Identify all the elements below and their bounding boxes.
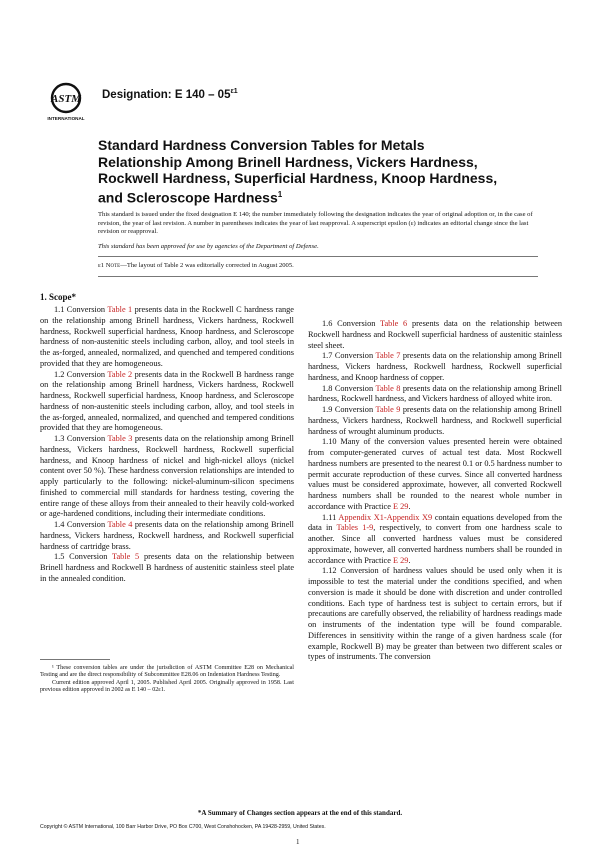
e29-link[interactable]: E 29 [393, 501, 409, 511]
paragraph-1-4: 1.4 Conversion Table 4 presents data on the relationship among Brinell hardness, Vickers hardness, Rockwell hardness, and Rockwell superficial hardness of cartridge brass. [40, 520, 294, 551]
title-line: Standard Hardness Conversion Tables for Metals [98, 137, 425, 153]
divider [98, 276, 538, 277]
divider [98, 256, 538, 257]
table-3-link[interactable]: Table 3 [107, 434, 133, 443]
table-2-link[interactable]: Table 2 [107, 369, 133, 379]
paragraph-1-1: 1.1 Conversion Table 1 presents data in the Rockwell C hardness range on the relationship among Brinell hardness, Vickers hardness, Rockwell hardness, Rockwell superficial hardness, Knoop hardness, and Scleroscope hardness of non-austenitic steels including carbon, alloy, and tool steels in the as-forged, annealed, normalized, and quenched and tempered conditions provided that they are homogeneous. [40, 305, 294, 368]
right-column [308, 319, 562, 663]
designation-epsilon: ε1 [230, 88, 238, 95]
footnote-divider [40, 659, 110, 660]
table-1-link[interactable]: Table 1 [107, 305, 133, 314]
issuance-notice: This standard is issued under the fixed designation E 140; the number immediately following the designation indicates the year of original adoption or, in the case of revision, the year of last revision. A number in parentheses indicates the year of last reapproval. A superscript epsilon (ε) indicates an editorial change since the last revision or reapproval. [98, 211, 533, 236]
paragraph-1-8: 1.8 Conversion Table 8 presents data on the relationship among Brinell hardness, Rockwell hardness, and Vickers hardness of alloyed white iron. [308, 383, 562, 404]
svg-text:INTERNATIONAL: INTERNATIONAL [47, 116, 85, 121]
paragraph-1-2: 1.2 Conversion Table 2 presents data in the Rockwell B hardness range on the relationship among Brinell hardness, Vickers hardness, Rockwell hardness, Rockwell superficial hardness, Knoop hardness, and Scleroscope hardness of non-austenitic steels including carbon, alloy, and tool steels in the as-forged, annealed, normalized, and quenched and tempered conditions provided that they are homogeneous. [40, 369, 294, 433]
table-4-link[interactable]: Table 4 [107, 520, 133, 529]
left-column [40, 305, 294, 585]
table-9-link[interactable]: Table 9 [375, 405, 401, 414]
e29-link[interactable]: E 29 [393, 555, 409, 565]
summary-note: *A Summary of Changes section appears at the end of this standard. [197, 809, 403, 817]
paragraph-1-5: 1.5 Conversion Table 5 presents data on the relationship between Brinell hardness and Rockwell B hardness of austenitic stainless steel plate in the annealed condition. [40, 552, 294, 583]
epsilon-note: ε1 Note—The layout of Table 2 was editorially corrected in August 2005. [98, 262, 294, 269]
table-8-link[interactable]: Table 8 [375, 383, 401, 393]
appendix-link[interactable]: Appendix X1-Appendix X9 [338, 512, 433, 522]
paragraph-1-11: 1.11 Appendix X1-Appendix X9 contain equations developed from the data in Tables 1-9, respectively, to convert from one hardness scale to another. Since all converted hardness values must be considered approximate, however, all converted hardness numbers shall be rounded in accordance with Practice E 29. [308, 512, 562, 565]
designation [102, 88, 238, 101]
title-line: Relationship Among Brinell Hardness, Vickers Hardness, [98, 153, 478, 170]
svg-text:ASTM: ASTM [51, 93, 81, 105]
table-5-link[interactable]: Table 5 [112, 552, 140, 562]
paragraph-1-9: 1.9 Conversion Table 9 presents data on the relationship among Brinell hardness, Vickers hardness, Rockwell hardness, and Rockwell superficial hardness of wrought aluminum products. [308, 405, 562, 436]
dod-approval-note: This standard has been approved for use by agencies of the Department of Defense. [98, 243, 319, 250]
title-line: and Scleroscope Hardness$^1$ [98, 189, 283, 206]
title-footnote-mark: 1 [277, 189, 283, 199]
table-6-link[interactable]: Table 6 [380, 319, 408, 328]
paragraph-1-6: 1.6 Conversion Table 6 presents data on the relationship between Rockwell hardness and Rockwell superficial hardness of austenitic stainless steel sheet. [308, 319, 562, 350]
footnote-2: Current edition approved April 1, 2005. Published April 2005. Originally approved in 1958. Last previous edition approved in 2002 as E 140 – 02ε1. [40, 679, 294, 694]
paragraph-1-7: 1.7 Conversion Table 7 presents data on the relationship among Brinell hardness, Vickers hardness, Rockwell hardness, Rockwell superficial hardness, and Knoop hardness of copper. [308, 351, 562, 382]
paragraph-1-10: 1.10 Many of the conversion values presented herein were obtained from computer-generated curves of actual test data. Most Rockwell hardness numbers are presented to the nearest 0.1 or 0.5 hardness number to permit accurate reproduction of these curves. Since all converted hardness values must be considered approximate, however, all converted Rockwell hardness numbers shall be rounded to the nearest whole number in accordance with Practice E 29. [308, 437, 562, 511]
page-number: 1 [296, 838, 300, 846]
section-heading: 1. Scope* [40, 292, 76, 302]
paragraph-1-3: 1.3 Conversion Table 3 presents data on the relationship among Brinell hardness, Vickers hardness, Rockwell hardness, Rockwell superficial hardness, and Knoop hardness of nickel and high-nickel alloys (nickel content over 50 %). These hardness conversion relationships are intended to apply particularly to the following: nickel-aluminum-silicon specimens finished to commercial mill standards for hardness testing, covering the entire range of these alloys from their annealed to their heavily cold-worked or age-hardened conditions, including their intermediate conditions. [40, 434, 294, 519]
title-line: Rockwell Hardness, Superficial Hardness, Knoop Hardness, [98, 170, 498, 187]
document-title [98, 137, 558, 206]
table-7-link[interactable]: Table 7 [375, 351, 401, 361]
designation-label: Designation: E 140 – 05 [102, 88, 231, 101]
astm-logo [44, 80, 88, 124]
footnote-1: ¹ These conversion tables are under the jurisdiction of ASTM Committee E28 on Mechanical Testing and are the direct responsibility of Subcommittee E28.06 on Indentation Hardness Testing. [40, 665, 294, 679]
footnotes [40, 665, 294, 695]
paragraph-1-12: 1.12 Conversion of hardness values should be used only when it is impossible to test the material under the conditions specified, and when conversion is made it should be done with discretion and under controlled conditions. Each type of hardness test is subject to certain errors, but if precautions are carefully observed, the reliability of hardness readings made on instruments of the indentation type will be found comparable. Differences in sensitivity within the range of a given hardness scale (for example, Rockwell B) may be greater than between two different scales or types of instruments. The conversion [308, 566, 562, 662]
copyright: Copyright © ASTM International, 100 Barr Harbor Drive, PO Box C700, West Conshohocken, PA 19428-2959, United States. [40, 824, 326, 830]
tables-1-9-link[interactable]: Tables 1-9 [336, 523, 374, 533]
